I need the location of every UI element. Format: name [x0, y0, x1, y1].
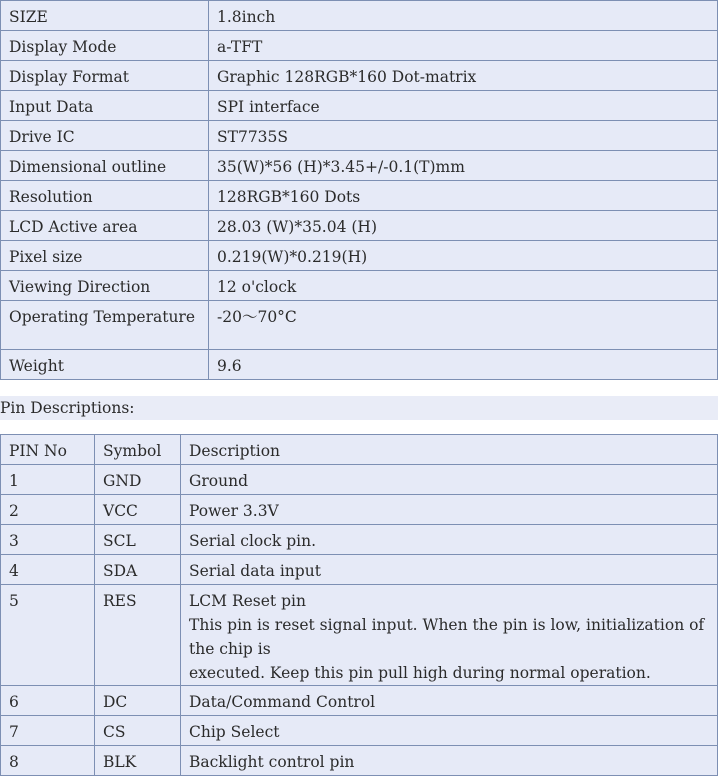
pin-number: 1	[1, 465, 95, 495]
pin-description-line: Ground	[189, 472, 249, 490]
pin-symbol: BLK	[95, 746, 181, 776]
pin-symbol: GND	[95, 465, 181, 495]
pin-number: 6	[1, 686, 95, 716]
spec-row	[1, 121, 718, 151]
spec-label: LCD Active area	[1, 211, 209, 241]
pin-row	[1, 525, 718, 555]
pin-description-line: Serial data input	[189, 562, 321, 580]
column-header-symbol: Symbol	[95, 435, 181, 465]
spec-value: Graphic 128RGB*160 Dot-matrix	[209, 61, 718, 91]
pin-symbol: SDA	[95, 555, 181, 585]
pin-row	[1, 495, 718, 525]
pin-symbol: VCC	[95, 495, 181, 525]
spec-row	[1, 91, 718, 121]
pin-description-line: This pin is reset signal input. When the pin is low, initialization of the chip is	[189, 616, 705, 658]
spec-label: Viewing Direction	[1, 271, 209, 301]
pin-row	[1, 465, 718, 495]
pin-row	[1, 686, 718, 716]
spec-value: 1.8inch	[209, 1, 718, 31]
spec-row	[1, 1, 718, 31]
spec-value: 9.6	[209, 350, 718, 380]
spec-label: Display Format	[1, 61, 209, 91]
pin-number: 5	[1, 585, 95, 686]
pin-description	[181, 555, 718, 585]
pin-description	[181, 716, 718, 746]
spec-label: Drive IC	[1, 121, 209, 151]
pin-table	[0, 434, 718, 776]
spec-value: 12 o'clock	[209, 271, 718, 301]
pin-number: 7	[1, 716, 95, 746]
spec-value: SPI interface	[209, 91, 718, 121]
spec-row	[1, 211, 718, 241]
pin-row	[1, 555, 718, 585]
pin-number: 2	[1, 495, 95, 525]
column-header-description: Description	[181, 435, 718, 465]
pin-descriptions-heading: Pin Descriptions:	[0, 396, 718, 420]
spec-row	[1, 301, 718, 350]
spec-row	[1, 151, 718, 181]
spec-table	[0, 0, 718, 380]
pin-number: 8	[1, 746, 95, 776]
spec-label: Dimensional outline	[1, 151, 209, 181]
pin-description-line: executed. Keep this pin pull high during normal operation.	[189, 664, 651, 682]
spec-label: Resolution	[1, 181, 209, 211]
spec-value: 35(W)*56 (H)*3.45+/-0.1(T)mm	[209, 151, 718, 181]
pin-description-line: Serial clock pin.	[189, 532, 317, 550]
pin-number: 3	[1, 525, 95, 555]
spec-row	[1, 350, 718, 380]
pin-symbol: RES	[95, 585, 181, 686]
pin-description-line: Power 3.3V	[189, 502, 279, 520]
spec-row	[1, 61, 718, 91]
pin-description-line: Backlight control pin	[189, 753, 355, 771]
pin-symbol: CS	[95, 716, 181, 746]
spec-label: Operating Temperature	[1, 301, 209, 350]
spec-label: Weight	[1, 350, 209, 380]
pin-row	[1, 746, 718, 776]
spec-label: Pixel size	[1, 241, 209, 271]
spec-row	[1, 31, 718, 61]
spec-label: Display Mode	[1, 31, 209, 61]
pin-description	[181, 465, 718, 495]
spec-value: 28.03 (W)*35.04 (H)	[209, 211, 718, 241]
spec-value: ST7735S	[209, 121, 718, 151]
spec-label: SIZE	[1, 1, 209, 31]
pin-number: 4	[1, 555, 95, 585]
pin-description-line: Chip Select	[189, 723, 280, 741]
pin-description	[181, 585, 718, 686]
pin-table-header-row	[1, 435, 718, 465]
pin-description	[181, 525, 718, 555]
spec-value: a-TFT	[209, 31, 718, 61]
pin-row	[1, 585, 718, 686]
spec-row	[1, 271, 718, 301]
spec-row	[1, 241, 718, 271]
spec-label: Input Data	[1, 91, 209, 121]
pin-description	[181, 495, 718, 525]
pin-symbol: SCL	[95, 525, 181, 555]
pin-row	[1, 716, 718, 746]
spec-row	[1, 181, 718, 211]
pin-description	[181, 686, 718, 716]
spec-value: -20～70°C	[209, 301, 718, 350]
pin-description	[181, 746, 718, 776]
column-header-pin-no: PIN No	[1, 435, 95, 465]
spec-value: 0.219(W)*0.219(H)	[209, 241, 718, 271]
pin-description-line: LCM Reset pin	[189, 592, 306, 610]
pin-symbol: DC	[95, 686, 181, 716]
pin-description-line: Data/Command Control	[189, 693, 376, 711]
spec-value: 128RGB*160 Dots	[209, 181, 718, 211]
